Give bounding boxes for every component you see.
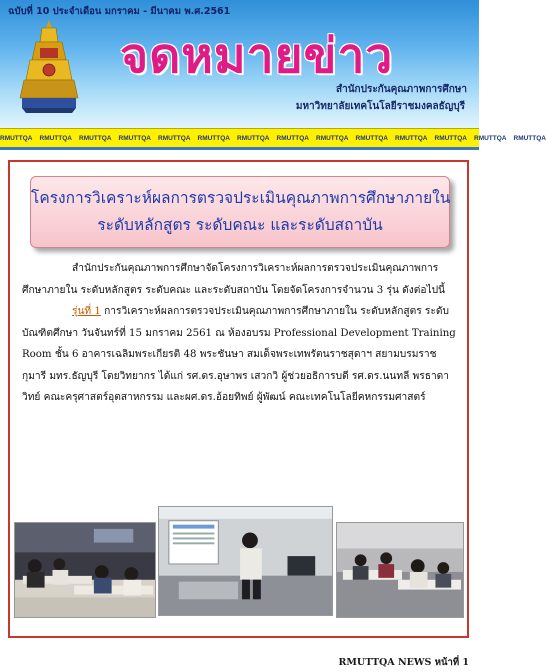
strip-label: RMUTTQA (197, 134, 230, 142)
org-name-line2: มหาวิทยาลัยเทคโนโลยีราชมงคลธัญบุรี (295, 101, 465, 112)
newsletter-header (0, 0, 479, 128)
article-title-line2: ระดับหลักสูตร ระดับคณะ และระดับสถาบัน (97, 216, 383, 234)
strip-label: RMUTTQA (79, 134, 112, 142)
strip-label: RMUTTQA (395, 134, 428, 142)
photo-classroom-participants (14, 522, 156, 618)
issue-line: ฉบับที่ 10 ประจำเดือน มกราคม - มีนาคม พ.ศ.2561 (8, 6, 231, 17)
strip-label: RMUTTQA (474, 134, 507, 142)
page-footer: RMUTTQA NEWS หน้าที่ 1 (338, 657, 469, 668)
run-1-details: การวิเคราะห์ผลการตรวจประเมินคุณภาพการศึกษาภายใน ระดับหลักสูตร ระดับบัณฑิตศึกษา วันจันทร์ที่ 15 มกราคม 2561 ณ ห้องอบรม Professional Development Training Room ชั้น 6 อาคารเฉลิมพระเกียรติ 48 พระชันษา สมเด็จพระเทพรัตนราชสุดาฯ สยามบรมราชกุมารี มทร.ธัญบุรี โดยวิทยากร ได้แก่ รศ.ดร.อุษาพร เสวกวิ ผู้ช่วยอธิการบดี รศ.ดร.นนทลี พรธาดาวิทย์ คณะครุศาสตร์อุตสาหกรรม และผศ.ดร.อ้อยทิพย์ ผู้พัฒน์ คณะเทคโนโลยีคหกรรมศาสตร์ (22, 306, 456, 403)
article-paragraph-1: สำนักประกันคุณภาพการศึกษาจัดโครงการวิเคราะห์ผลการตรวจประเมินคุณภาพการศึกษาภายใน ระดับหลักสูตร ระดับคณะ และระดับสถาบัน โดยจัดโครงการจำนวน 3 รุ่น ดังต่อไปนี้ (22, 263, 446, 296)
strip-label: RMUTTQA (434, 134, 467, 142)
run-1-label: รุ่นที่ 1 (72, 306, 101, 317)
rmuttqa-strip (0, 128, 546, 148)
newsletter-title: จดหมายข่าว (120, 28, 394, 84)
strip-label: RMUTTQA (0, 134, 33, 142)
strip-label: RMUTTQA (316, 134, 349, 142)
article-title-line1: โครงการวิเคราะห์ผลการตรวจประเมินคุณภาพการศึกษาภายใน (31, 189, 451, 207)
strip-label: RMUTTQA (39, 134, 72, 142)
strip-label: RMUTTQA (276, 134, 309, 142)
strip-label: RMUTTQA (355, 134, 388, 142)
strip-label: RMUTTQA (513, 134, 546, 142)
article-paragraph-2 (22, 301, 459, 409)
photo-participants-working (336, 522, 464, 618)
header-divider (0, 147, 479, 150)
strip-label: RMUTTQA (158, 134, 191, 142)
strip-label: RMUTTQA (118, 134, 151, 142)
article-title-box (30, 176, 450, 248)
photo-speaker-presenting (158, 506, 333, 616)
strip-label: RMUTTQA (237, 134, 270, 142)
university-emblem-icon (18, 18, 80, 114)
org-name-line1: สำนักประกันคุณภาพการศึกษา (335, 84, 467, 95)
article-body (22, 258, 459, 409)
article-frame (8, 160, 469, 638)
